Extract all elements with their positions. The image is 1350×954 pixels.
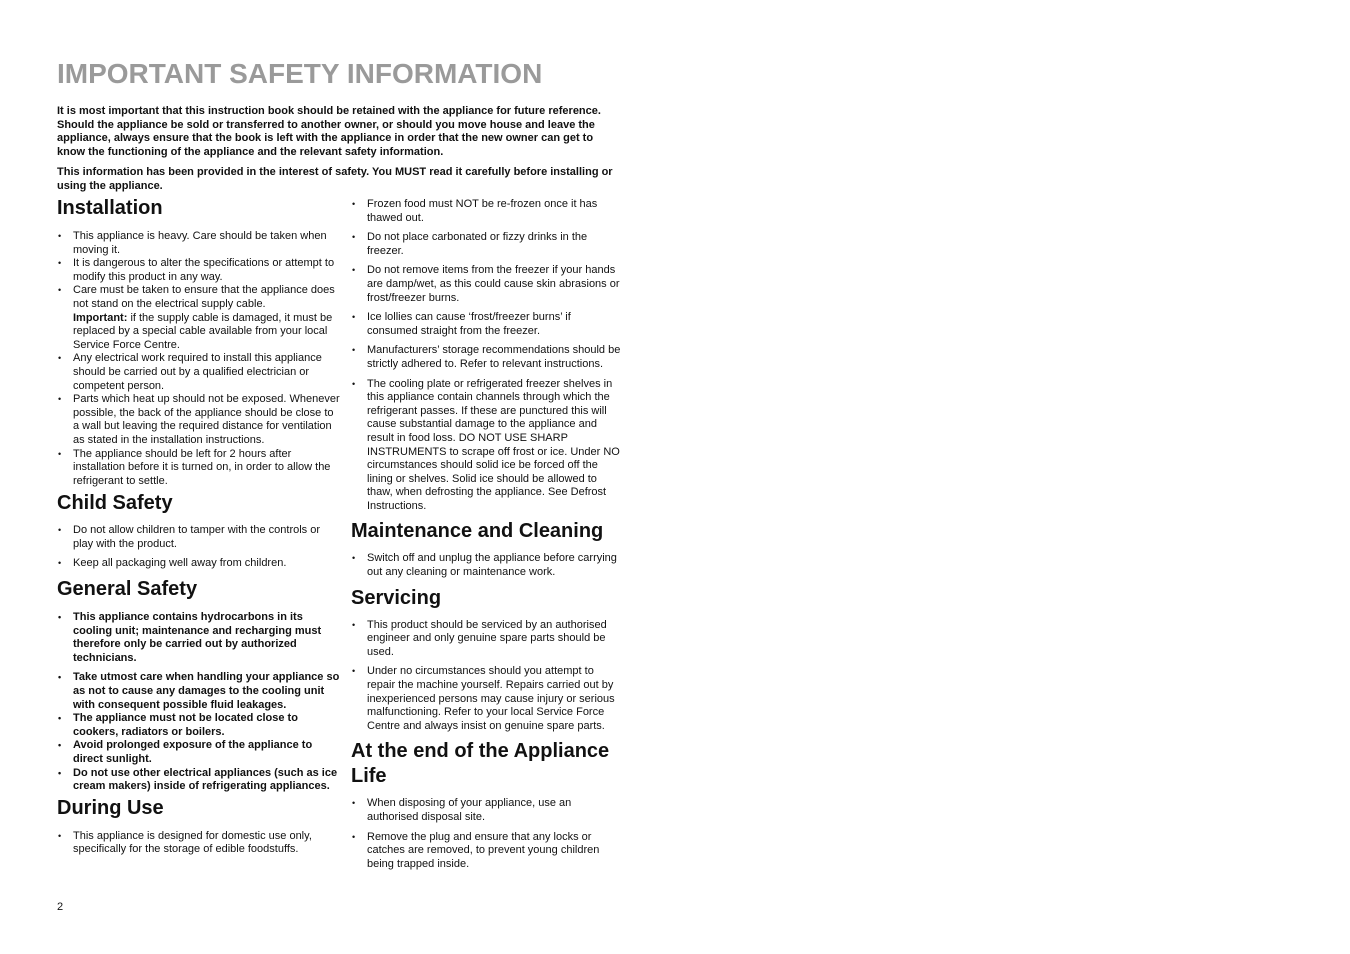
list-item: • Ice lollies can cause ‘frost/freezer burns’ if consumed straight from the freezer.	[351, 311, 621, 338]
servicing-heading: Servicing	[351, 586, 442, 609]
list-item: • Do not remove items from the freezer if your hands are damp/wet, as this could cause skin abrasions or frost/freezer burns.	[351, 264, 621, 305]
general-safety-section	[57, 577, 340, 794]
during-use-section	[57, 796, 340, 857]
left-column	[57, 196, 340, 857]
right-column	[351, 196, 621, 871]
list-item: • Care must be taken to ensure that the appliance does not stand on the electrical supply cable. Important: if the supply cable is damaged, it must be replaced by a special cable available from your local Service Force Centre.	[57, 284, 340, 352]
list-item: • Frozen food must NOT be re-frozen once it has thawed out.	[351, 198, 621, 225]
list-item: • Remove the plug and ensure that any locks or catches are removed, to prevent young children being trapped inside.	[351, 831, 621, 872]
list-item: • The appliance should be left for 2 hours after installation before it is turned on, in order to allow the refrigerant to settle.	[57, 448, 340, 489]
maintenance-heading: Maintenance and Cleaning	[351, 520, 604, 543]
installation-section	[57, 196, 340, 488]
list-item: • Do not use other electrical appliances (such as ice cream makers) inside of refrigerating appliances.	[57, 767, 340, 794]
list-item: • Do not allow children to tamper with the controls or play with the product.	[57, 524, 340, 551]
list-item: • When disposing of your appliance, use an authorised disposal site.	[351, 797, 621, 824]
maintenance-list	[351, 552, 621, 579]
important-text: if the supply cable is damaged, it must be replaced by a special cable available from your local Service Force Centre.	[73, 311, 333, 351]
list-item: • This product should be serviced by an authorised engineer and only genuine spare parts should be used.	[351, 619, 621, 660]
list-item: • Parts which heat up should not be exposed. Whenever possible, the back of the appliance should be close to a wall but leaving the required distance for ventilation as stated in the installation instructions.	[57, 393, 340, 447]
list-item: • Avoid prolonged exposure of the appliance to direct sunlight.	[57, 739, 340, 766]
list-item: • Keep all packaging well away from children.	[57, 557, 340, 571]
page-title: IMPORTANT SAFETY INFORMATION	[57, 58, 543, 89]
list-item: • This appliance is designed for domestic use only, specifically for the storage of edible foodstuffs.	[57, 830, 340, 857]
list-item: • Any electrical work required to install this appliance should be carried out by a qualified electrician or competent person.	[57, 352, 340, 393]
list-item: • Manufacturers’ storage recommendations should be strictly adhered to. Refer to relevant instructions.	[351, 344, 621, 371]
intro-paragraph: It is most important that this instruction book should be retained with the appliance for future reference. Should the appliance be sold or transferred to another owner, or should you move house and leave the appliance, always ensure that the book is left with the appliance in order that the new owner can get to know the functioning of the appliance and the relevant safety information.	[57, 105, 601, 158]
general-safety-heading: General Safety	[57, 578, 198, 601]
maintenance-section	[351, 519, 621, 579]
during-use-list-continued	[351, 198, 621, 513]
installation-list	[57, 230, 340, 488]
list-item: • Under no circumstances should you attempt to repair the machine yourself. Repairs carried out by inexperienced persons may cause injury or serious malfunctioning. Refer to your local Service Force Centre and always insist on genuine spare parts.	[351, 665, 621, 733]
important-label: Important:	[73, 311, 128, 324]
end-of-life-heading: At the end of the Appliance Life	[351, 740, 610, 788]
child-safety-list	[57, 524, 340, 571]
servicing-section	[351, 586, 621, 734]
general-safety-list	[57, 611, 340, 794]
during-use-list	[57, 830, 340, 857]
list-item: • It is dangerous to alter the specifications or attempt to modify this product in any way.	[57, 257, 340, 284]
child-safety-section	[57, 491, 340, 571]
list-item: • Take utmost care when handling your appliance so as not to cause any damages to the cooling unit with consequent possible fluid leakages.	[57, 671, 340, 712]
end-of-life-list	[351, 797, 621, 871]
list-item: • This appliance is heavy. Care should be taken when moving it.	[57, 230, 340, 257]
page-number: 2	[57, 901, 64, 913]
end-of-life-section	[351, 739, 621, 871]
during-use-heading: During Use	[57, 796, 164, 819]
list-item: • Do not place carbonated or fizzy drinks in the freezer.	[351, 231, 621, 258]
installation-heading: Installation	[57, 197, 163, 219]
child-safety-heading: Child Safety	[57, 492, 173, 515]
list-item: • This appliance contains hydrocarbons in its cooling unit; maintenance and recharging must therefore only be carried out by authorized technicians.	[57, 611, 340, 665]
intro-warning-paragraph: This information has been provided in the interest of safety. You MUST read it carefully before installing or using the appliance.	[57, 166, 613, 192]
list-item: • The cooling plate or refrigerated freezer shelves in this appliance contain channels through which the refrigerant passes. If these are punctured this will cause substantial damage to the appliance and result in food loss. DO NOT USE SHARP INSTRUMENTS to scrape off frost or ice. Under NO circumstances should solid ice be forced off the lining or shelves. Solid ice should be allowed to thaw, when defrosting the appliance. See Defrost Instructions.	[351, 378, 621, 514]
servicing-list	[351, 619, 621, 734]
list-item: • Switch off and unplug the appliance before carrying out any cleaning or maintenance work.	[351, 552, 621, 579]
list-item: • The appliance must not be located close to cookers, radiators or boilers.	[57, 712, 340, 739]
